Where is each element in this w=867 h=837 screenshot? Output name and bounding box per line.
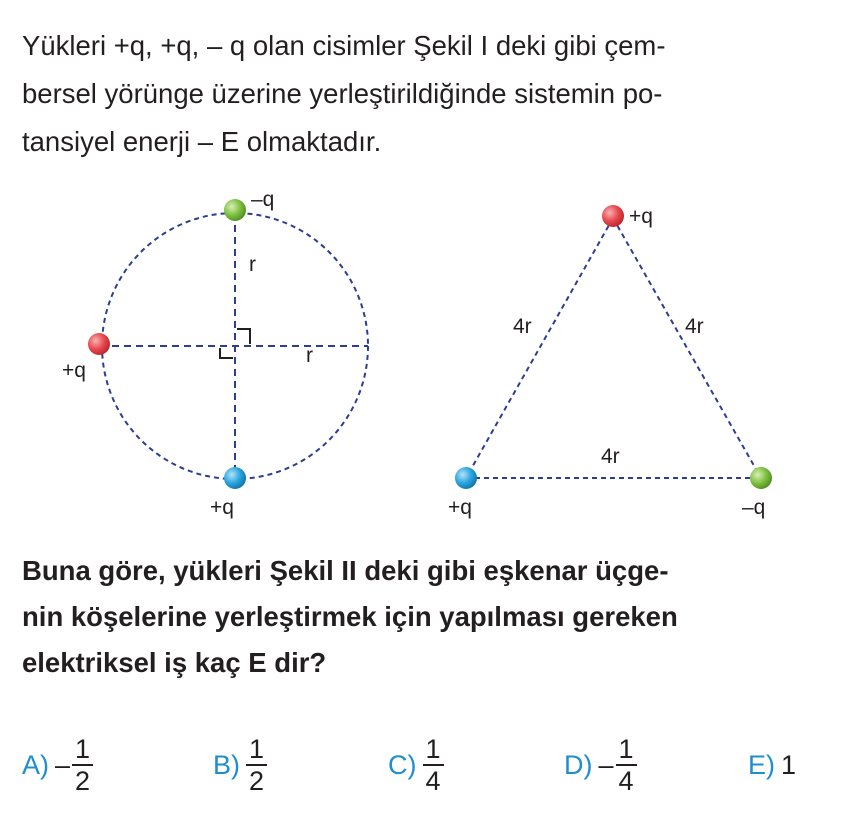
- option-fraction: [616, 734, 637, 796]
- option-b[interactable]: [213, 730, 267, 800]
- fraction-numerator: 1: [425, 734, 441, 764]
- option-letter: A): [22, 749, 49, 780]
- charge-top-green: [224, 199, 246, 221]
- right-angle-mark-lower: [220, 348, 233, 358]
- option-d[interactable]: [564, 730, 637, 800]
- option-c[interactable]: [388, 730, 444, 800]
- intro-line: tansiyel enerji – E olmaktadır.: [22, 126, 382, 157]
- question-text: [22, 548, 852, 686]
- vertical-radius-label: r: [249, 253, 256, 276]
- charge-left-red: [88, 333, 110, 355]
- charge-bottom-label: +q: [210, 496, 234, 519]
- fraction-numerator: 1: [75, 734, 91, 764]
- option-sign: –: [55, 749, 71, 780]
- option-value: 1: [781, 749, 797, 780]
- figure-1: [62, 188, 368, 519]
- option-e[interactable]: [748, 730, 796, 800]
- left-side-label: 4r: [513, 315, 532, 338]
- fraction-denominator: 4: [618, 766, 634, 796]
- fraction-denominator: 2: [249, 766, 265, 796]
- fraction-denominator: 4: [425, 766, 441, 796]
- triangle-left-side: [466, 218, 613, 478]
- charge-top-label: +q: [629, 205, 653, 228]
- intro-line: bersel yörünge üzerine yerleştirildiğinde sistemin po-: [22, 78, 663, 109]
- charge-right-label: –q: [742, 496, 766, 519]
- question-line: Buna göre, yükleri Şekil II deki gibi eşkenar üçge-: [22, 555, 669, 586]
- option-fraction: [423, 734, 444, 796]
- charge-top-label: –q: [251, 188, 275, 211]
- triangle-right-side: [613, 218, 761, 478]
- right-side-label: 4r: [685, 315, 704, 338]
- option-sign: –: [598, 749, 614, 780]
- question-line: nin köşelerine yerleştirmek için yapılması gereken: [22, 601, 678, 632]
- intro-line: Yükleri +q, +q, – q olan cisimler Şekil I deki gibi çem-: [22, 30, 666, 61]
- charge-left-label: +q: [448, 496, 472, 519]
- option-fraction: [72, 734, 93, 796]
- option-letter: D): [564, 749, 593, 780]
- fraction-denominator: 2: [75, 766, 91, 796]
- option-fraction: [246, 734, 267, 796]
- question-line: elektriksel iş kaç E dir?: [22, 647, 327, 678]
- charge-right-green: [750, 467, 772, 489]
- horizontal-radius-label: r: [306, 344, 313, 367]
- fraction-numerator: 1: [618, 734, 634, 764]
- right-angle-mark-upper: [237, 329, 250, 344]
- option-letter: C): [388, 749, 417, 780]
- option-letter: E): [748, 749, 775, 780]
- base-label: 4r: [601, 445, 620, 468]
- option-letter: B): [213, 749, 240, 780]
- option-a[interactable]: [22, 730, 93, 800]
- charge-top-red: [602, 205, 624, 227]
- charge-left-blue: [455, 467, 477, 489]
- charge-left-label: +q: [62, 359, 86, 382]
- charge-bottom-blue: [224, 467, 246, 489]
- figure-2: [448, 205, 772, 519]
- answer-options: [0, 730, 867, 810]
- fraction-numerator: 1: [249, 734, 265, 764]
